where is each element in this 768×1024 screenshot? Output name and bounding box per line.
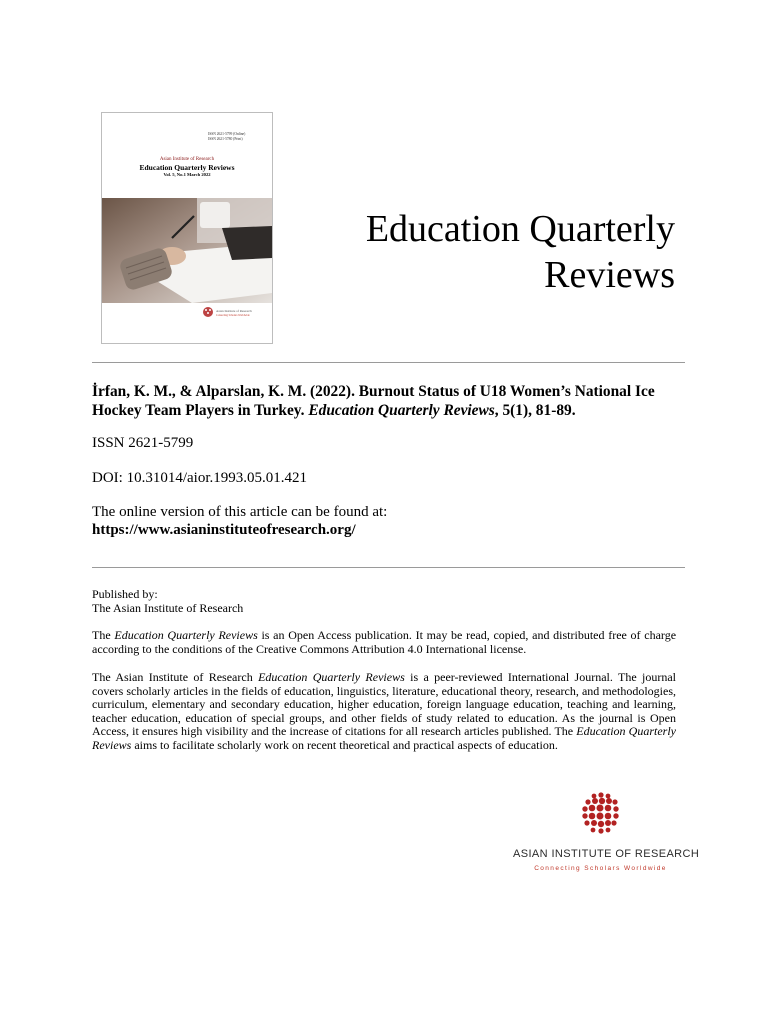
asian-institute-logo <box>513 784 700 880</box>
cover-logo-text: Asian Institute of Research <box>216 309 252 313</box>
citation-volume-pages: , 5(1), 81-89. <box>494 402 576 419</box>
cover-journal-title: Education Quarterly Reviews <box>139 163 235 172</box>
journal-title-line2: Reviews <box>544 254 675 296</box>
online-version-text: The online version of this article can be found at: <box>92 504 388 520</box>
cover-photo-writing-hand <box>102 198 272 303</box>
citation-journal: Education Quarterly Reviews <box>308 402 495 419</box>
open-access-post: is an Open Access publication. It may be read, copied, and distributed free of charge according to the conditions of the Creative Commons Attribution 4.0 International license. <box>92 628 677 656</box>
online-version <box>92 503 387 539</box>
top-divider <box>92 362 685 363</box>
open-access-pre: The <box>92 628 115 642</box>
citation <box>92 382 692 420</box>
citation-authors: İrfan, K. M., & Alparslan, K. M. (2022). <box>92 383 355 400</box>
cover-issn <box>208 132 245 142</box>
about-journal-2: Education Quarterly Reviews <box>92 724 677 752</box>
about-journal: Education Quarterly Reviews <box>258 670 405 684</box>
doi-line[interactable]: DOI: 10.31014/aior.1993.05.01.421 <box>92 470 307 486</box>
bottom-divider <box>92 567 685 568</box>
open-access-journal: Education Quarterly Reviews <box>114 628 258 642</box>
published-by-label: Published by: <box>92 587 158 601</box>
issn-line: ISSN 2621-5799 <box>92 435 194 451</box>
cover-logo <box>202 306 272 322</box>
cover-logo-icon <box>202 306 214 318</box>
cover-logo-sub: Connecting Scholars Worldwide <box>216 314 250 317</box>
published-by <box>92 587 243 615</box>
journal-title-line1: Education Quarterly <box>365 208 675 250</box>
cover-issn-online: ISSN 2621-5799 (Online) <box>208 132 246 136</box>
about-pre: The Asian Institute of Research <box>92 670 259 684</box>
citation-title: Burnout Status of U18 Women’s National Ice Hockey Team Players in Turkey. <box>92 383 655 419</box>
logo-name: ASIAN INSTITUTE OF RESEARCH <box>513 848 700 860</box>
about-journal-paragraph <box>92 671 676 753</box>
journal-cover-image <box>101 112 273 344</box>
open-access-paragraph <box>92 629 676 656</box>
cover-issn-print: ISSN 2621-5780 (Print) <box>208 137 243 141</box>
journal-title <box>366 206 675 298</box>
logo-globe-icon <box>513 784 688 846</box>
online-version-link[interactable]: https://www.asianinstituteofresearch.org/ <box>92 522 356 538</box>
about-post: aims to facilitate scholarly work on recent theoretical and practical aspects of education. <box>131 737 558 752</box>
logo-tagline: Connecting Scholars Worldwide <box>534 865 667 872</box>
cover-issue: Vol. 5, No.1 March 2022 <box>163 172 211 177</box>
cover-publisher: Asian Institute of Research <box>159 157 215 162</box>
about-mid: is a peer-reviewed International Journal. The journal covers scholarly articles in the fields of education, linguistics, literature, educational theory, research, and methodologies, curriculum, elementary and secondary education, higher education, foreign language education, teaching and learning, teacher education, education of special groups, and other fields of study related to education. As the journal is Open Access, it ensures high visibility and the increase of citations for all research articles published. The <box>92 670 676 739</box>
published-by-name: The Asian Institute of Research <box>92 601 244 615</box>
